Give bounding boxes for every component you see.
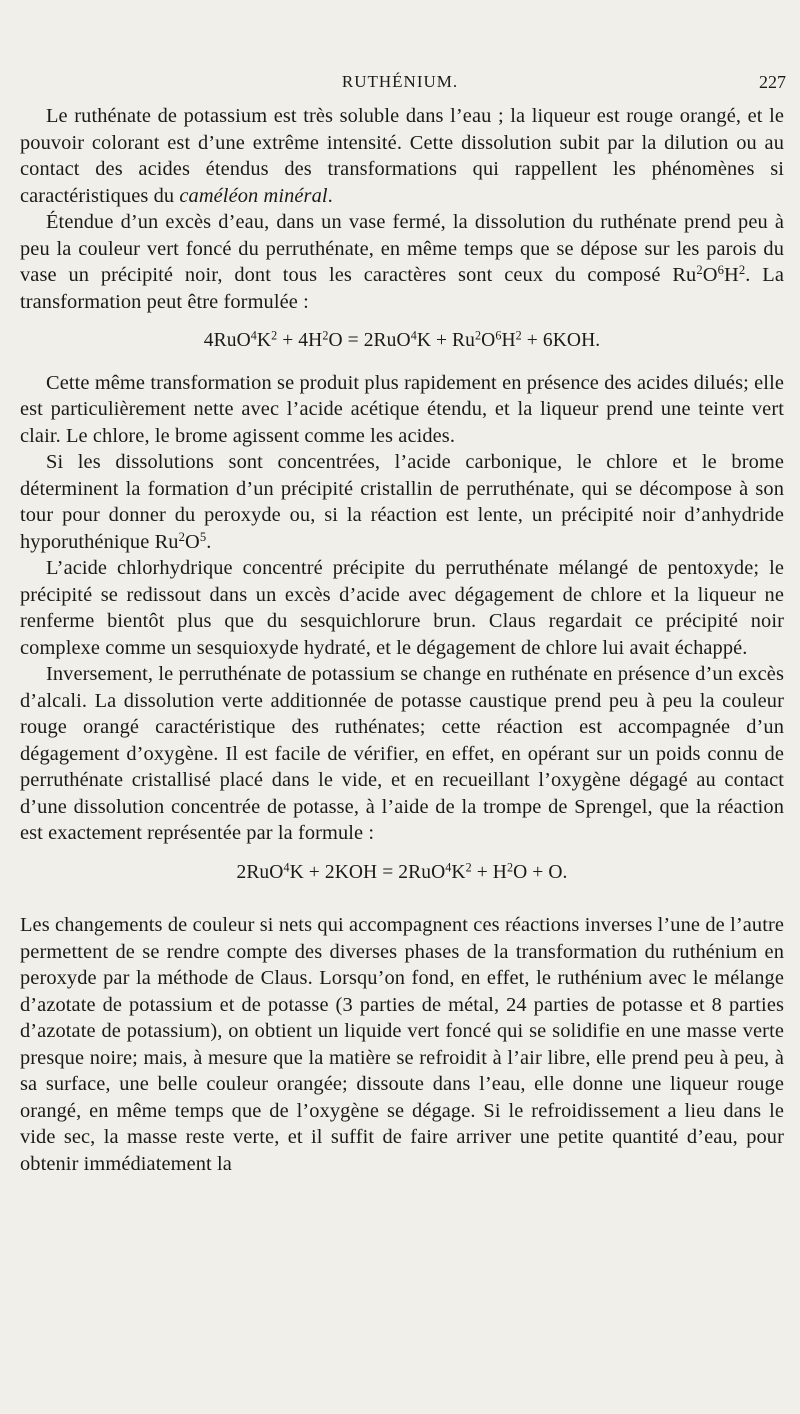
page-header bbox=[0, 72, 800, 100]
body-text bbox=[20, 103, 784, 1177]
emphasis-cameleon: caméléon minéral bbox=[179, 184, 328, 207]
paragraph-4: Si les dissolutions sont concentrées, l’acide carbonique, le chlore et le brome déterminent la formation d’un précipité cristallin de perruthénate, qui se décompose à son tour pour donner du peroxyde ou, si la réaction est lente, un précipité noir d’anhydride hyporuthénique $Ru^2O^5$. bbox=[20, 451, 784, 553]
paragraph-2: Étendue d’un excès d’eau, dans un vase fermé, la dissolution du ruthénate prend peu à peu la couleur vert foncé du perruthénate, en même temps que se dépose sur les parois du vase un précipité noir, dont tous les caractères sont ceux du composé $Ru^2O^6H^2$. La transformation peut être formulée : bbox=[20, 211, 784, 313]
formula-reaction: $2RuO^4K + 2KOH = 2RuO^4K^2 + H^2O + O$. bbox=[236, 859, 568, 883]
formula-transformation: $4RuO^4K^2 + 4H^2O = 2RuO^4K + Ru^2O^6H^2 + 6KOH$. bbox=[203, 328, 601, 351]
paragraph-5: L’acide chlorhydrique concentré précipite du perruthénate mélangé de pentoxyde; le précipité se redissout dans un excès d’acide avec dégagement de chlore et la liqueur ne renferme bientôt plus que du sesquichlorure brun. Claus regardait ce précipité noir complexe comme un sesquioxyde hydraté, et le dégagement de chlore lui avait échappé. bbox=[20, 557, 784, 659]
paragraph-7: Les changements de couleur si nets qui accompagnent ces réactions inverses l’une de l’autre permettent de se rendre compte des diverses phases de la transformation du ruthénium en peroxyde par la méthode de Claus. Lorsqu’on fond, en effet, le ruthénium avec le mélange d’azotate de potassium et de potasse (3 parties de métal, 24 parties de potasse et 8 parties d’azotate de potassium), on obtient un liquide vert foncé qui se solidifie en une masse verte presque noire; mais, à mesure que la matière se refroidit à l’air libre, elle prend peu à peu, à sa surface, une belle couleur orangée; dissoute dans l’eau, elle donne une liqueur rouge orangé, en même temps que de l’oxygène se dégage. Si le refroidissement a lieu dans le vide sec, la masse reste verte, et il suffit de faire arriver une petite quantité d’eau, pour obtenir immédiatement la bbox=[20, 914, 784, 1175]
page-number: 227 bbox=[759, 72, 786, 92]
paragraph-6: Inversement, le perruthénate de potassium se change en ruthénate en présence d’un excès d’alcali. La dissolution verte additionnée de potasse caustique prend peu à peu la couleur rouge orangé caractéristique des ruthénates; cette réaction est accompagnée d’un dégagement d’oxygène. Il est facile de vérifier, en effet, en opérant sur un poids connu de perruthénate cristallisé placé dans le vide, et en recueillant l’oxygène dégagé au contact d’une dissolution concentrée de potasse, à l’aide de la trompe de Sprengel, que la réaction est exactement représentée par la formule : bbox=[20, 663, 784, 844]
paragraph-1: Le ruthénate de potassium est très soluble dans l’eau ; la liqueur est rouge orangé, et le pouvoir colorant est d’une extrême intensité. Cette dissolution subit par la dilution ou au contact des acides étendus des transformations qui rappellent les phénomènes si caractéristiques du caméléon minéral. bbox=[20, 105, 784, 207]
running-title: RUTHÉNIUM. bbox=[341, 72, 459, 91]
paragraph-3: Cette même transformation se produit plus rapidement en présence des acides dilués; elle est particulièrement nette avec l’acide acétique étendu, et la liqueur prend une teinte vert clair. Le chlore, le brome agissent comme les acides. bbox=[20, 371, 784, 447]
